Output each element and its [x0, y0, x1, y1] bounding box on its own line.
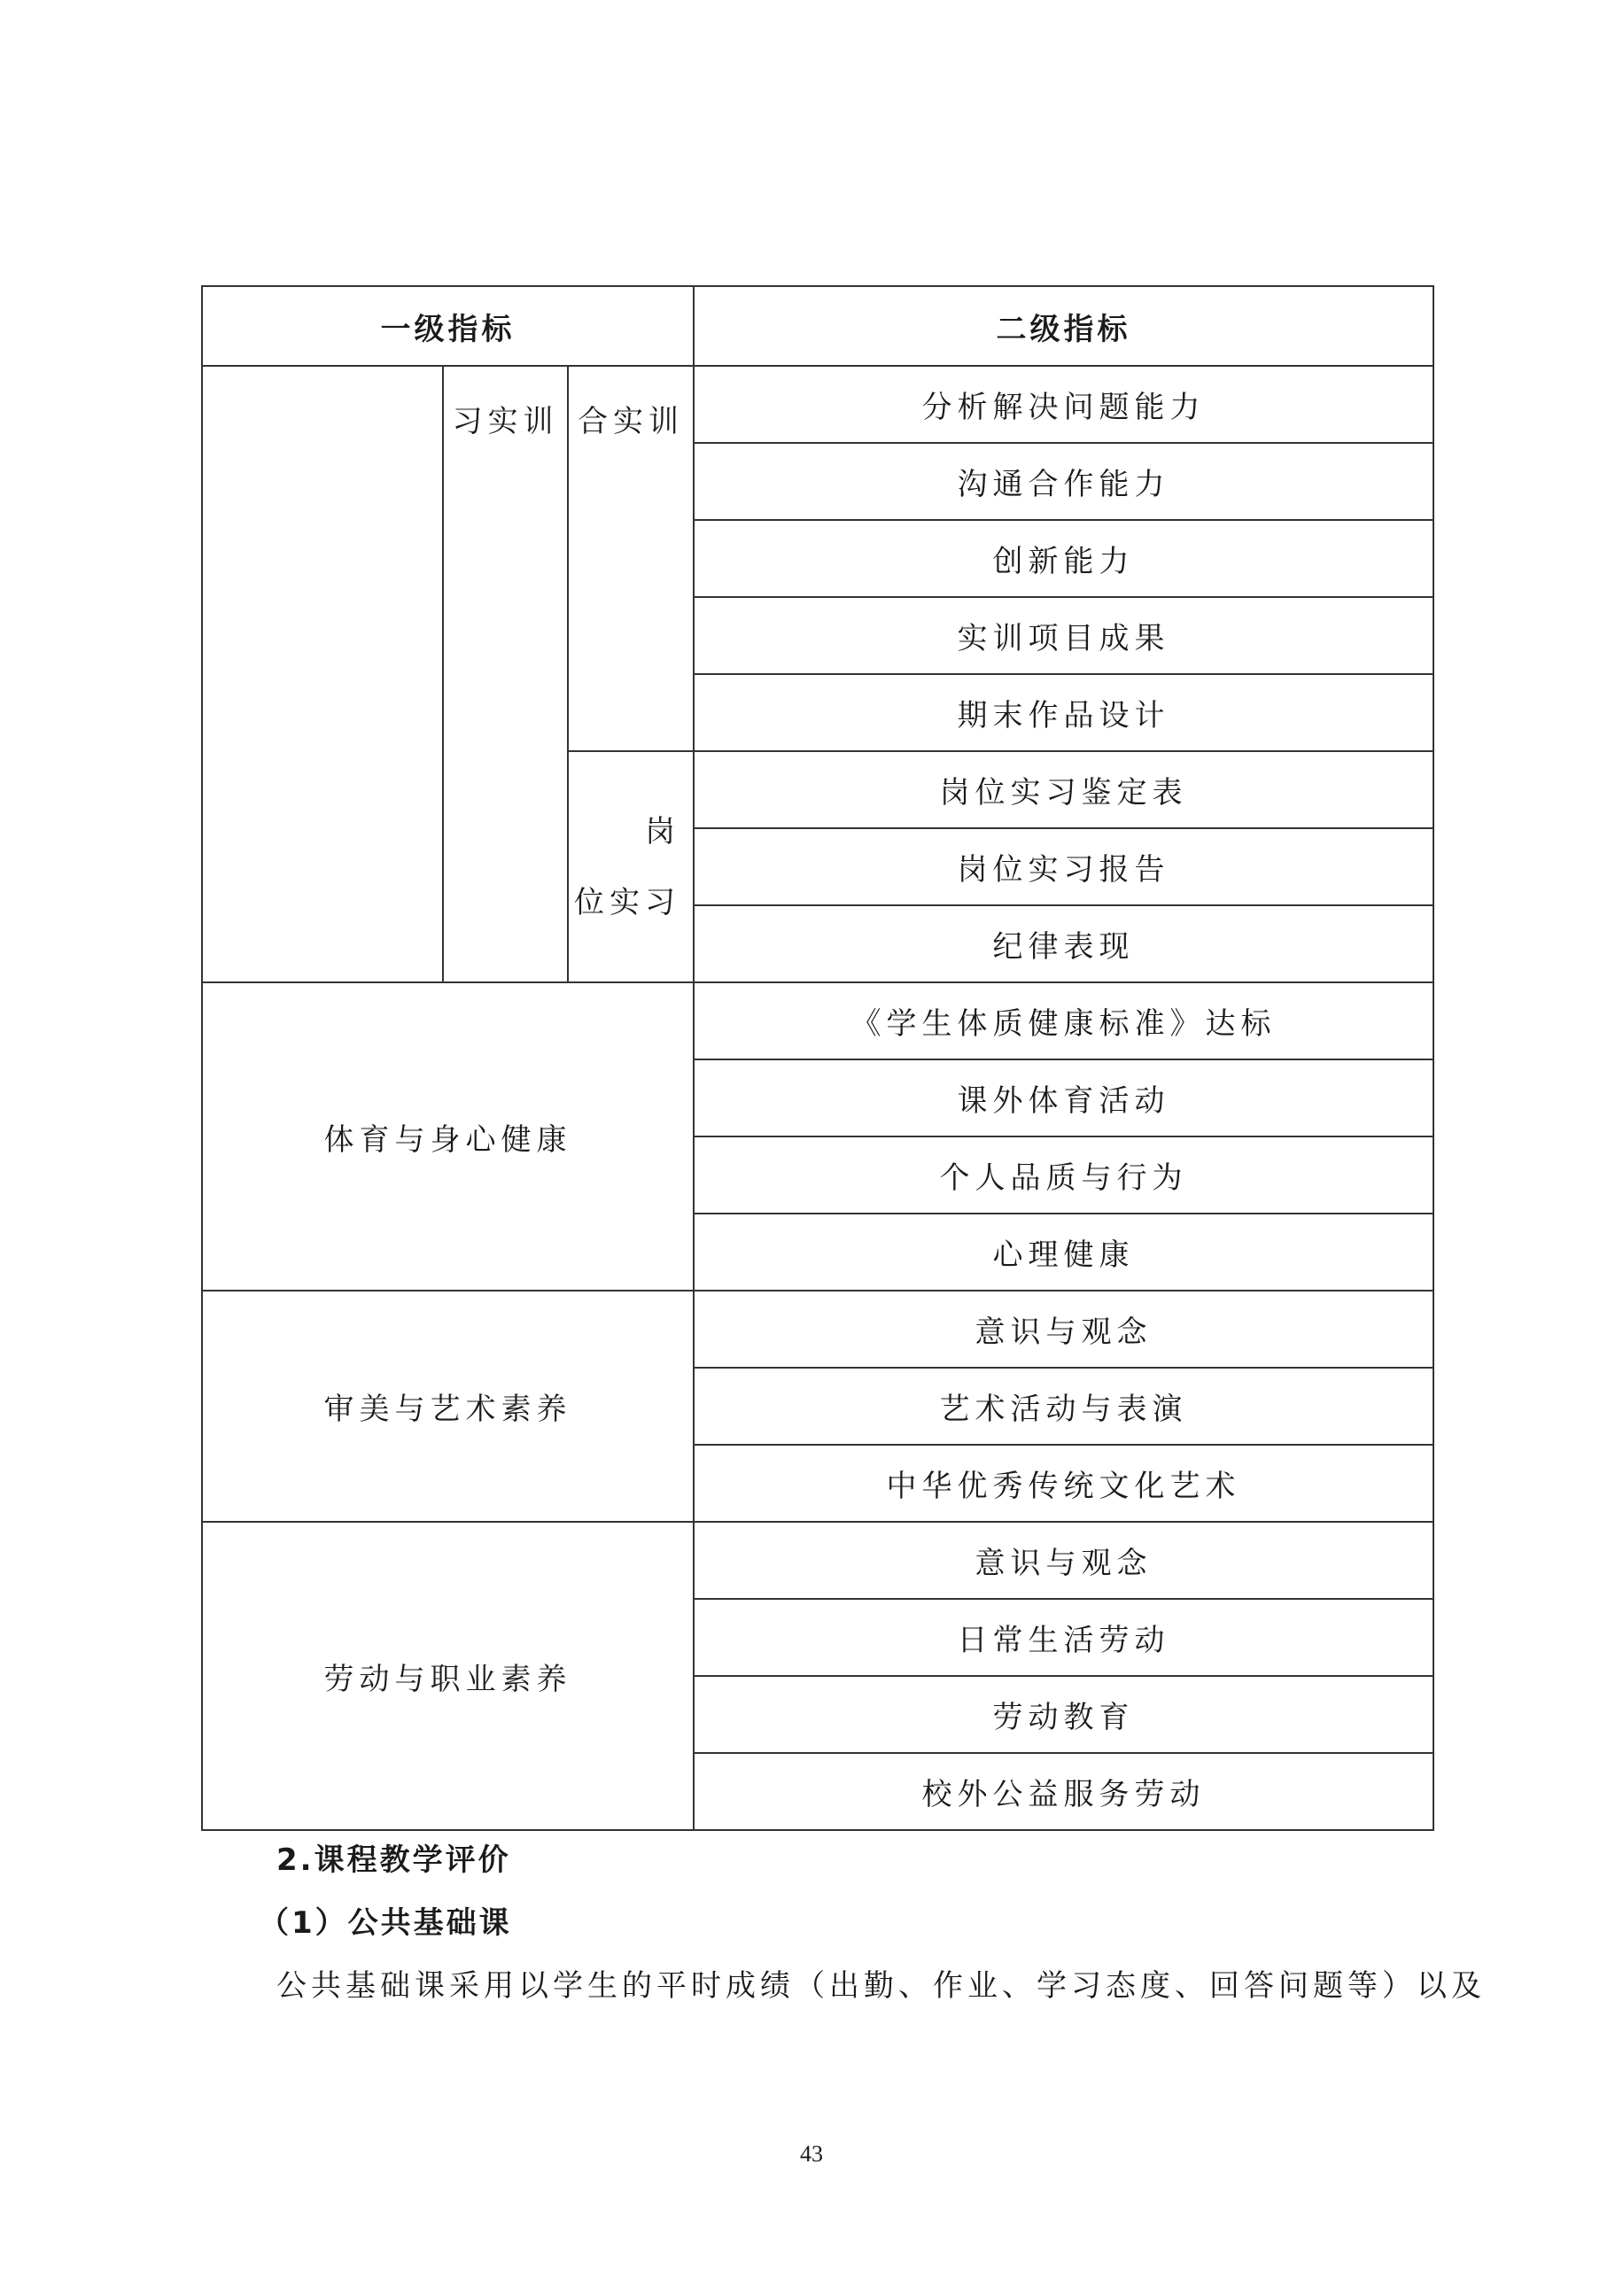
table-cell: 课外体育活动 [694, 1059, 1433, 1136]
table-cell: 个人品质与行为 [694, 1136, 1433, 1214]
evaluation-table [201, 285, 1434, 1831]
page-number: 43 [800, 2141, 823, 2167]
practice-empty-cell [202, 366, 443, 982]
internship-label [568, 751, 694, 982]
internship-label-line2: 位实习 [574, 884, 681, 920]
table-header-row [202, 286, 1433, 366]
header-level2: 二级指标 [694, 286, 1433, 366]
table-cell: 中华优秀传统文化艺术 [694, 1445, 1433, 1522]
practice-subcol-b: 合实训 [568, 366, 694, 751]
table-cell: 沟通合作能力 [694, 443, 1433, 520]
table-cell: 期末作品设计 [694, 674, 1433, 751]
table-row [202, 1291, 1433, 1368]
table-cell: 意识与观念 [694, 1522, 1433, 1599]
table-row [202, 1522, 1433, 1599]
labor-label: 劳动与职业素养 [202, 1522, 694, 1830]
table-cell: 校外公益服务劳动 [694, 1753, 1433, 1830]
body-paragraph: 公共基础课采用以学生的平时成绩（出勤、作业、学习态度、回答问题等）以及 [276, 1968, 1486, 2004]
table-row [202, 982, 1433, 1059]
header-level1: 一级指标 [202, 286, 694, 366]
practice-subcol-a: 习实训 [443, 366, 568, 982]
table-cell: 纪律表现 [694, 905, 1433, 982]
table-cell: 心理健康 [694, 1214, 1433, 1291]
table-cell: 分析解决问题能力 [694, 366, 1433, 443]
section-subheading: （1）公共基础课 [259, 1905, 512, 1941]
table-cell: 创新能力 [694, 520, 1433, 597]
table-cell: 岗位实习鉴定表 [694, 751, 1433, 828]
table-cell: 艺术活动与表演 [694, 1368, 1433, 1445]
internship-label-line1: 岗 [645, 813, 681, 849]
table-cell: 意识与观念 [694, 1291, 1433, 1368]
table-cell: 《学生体质健康标准》达标 [694, 982, 1433, 1059]
table-cell: 实训项目成果 [694, 597, 1433, 674]
table-row [202, 366, 1433, 443]
table-cell: 岗位实习报告 [694, 828, 1433, 905]
section-heading: 2.课程教学评价 [276, 1842, 511, 1878]
pe-label: 体育与身心健康 [202, 982, 694, 1291]
table-cell: 劳动教育 [694, 1676, 1433, 1753]
art-label: 审美与艺术素养 [202, 1291, 694, 1522]
table-cell: 日常生活劳动 [694, 1599, 1433, 1676]
